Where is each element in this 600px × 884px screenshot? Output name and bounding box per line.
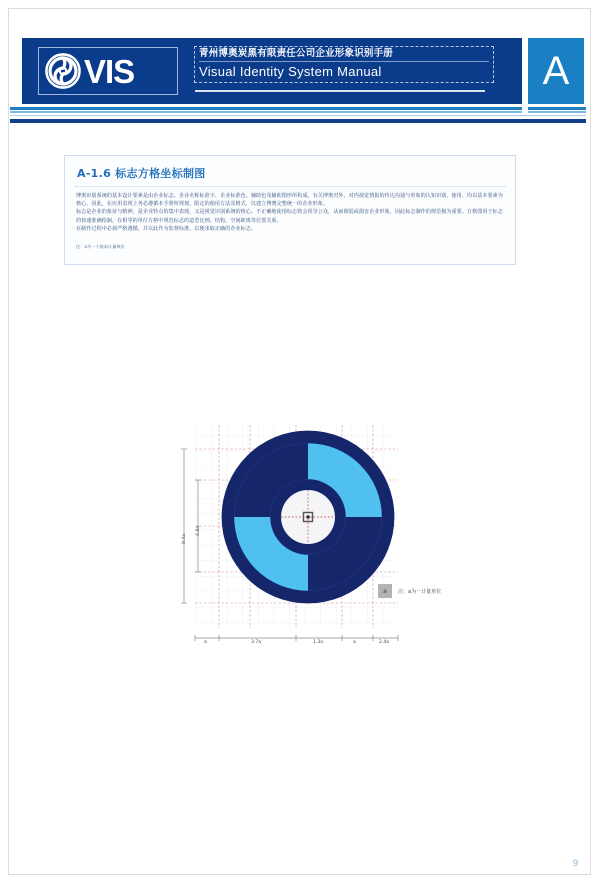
- dim-label-h-3: 1.3a: [313, 640, 324, 645]
- logo-grid-construction-diagram: [180, 420, 430, 660]
- chapter-letter: A: [542, 49, 570, 93]
- dim-label-vertical-outer: 9.4a: [182, 533, 187, 544]
- unit-note-text: 注：a为一计量单位: [398, 588, 442, 595]
- unit-legend: [378, 584, 441, 598]
- section-body-text: [76, 192, 508, 233]
- vis-badge: [38, 47, 178, 95]
- section-description-panel: [64, 155, 516, 265]
- page-number: 9: [572, 858, 578, 868]
- header-stripe-4: [10, 119, 586, 123]
- header-title-block: [194, 46, 494, 83]
- dim-label-h-4: a: [353, 640, 356, 645]
- section-paragraph: 标志是企业的象征与精神，是企业特点的集中表现，又是视觉识别系统的核心。不正确地使用标志将会误导公众，从而削弱或损害企业形象，因此标志制作的规范极为重要。方格图用于标志的快速准确绘制，在相等的单位方格中规范标志的造型比例、结构、空间距离等位置关系。: [76, 209, 503, 224]
- section-divider: [75, 186, 505, 187]
- dim-label-h-2: 3.7a: [251, 640, 262, 645]
- vis-wordmark: VIS: [84, 52, 135, 90]
- header-stripe-3: [10, 115, 586, 116]
- section-paragraph: 在制作过程中必须严格遵循，并以此作为监督标准，以便求取正确的企业标志。: [76, 225, 257, 232]
- section-heading: A-1.6 标志方格坐标制图: [77, 167, 206, 180]
- boao-logo-icon: [45, 53, 81, 89]
- header-stripe-2: [10, 111, 522, 113]
- section-paragraph: 博奥识别系统的基本设计要素是由企业标志、企业名称标准字、企业标准色、辅助色及辅助图形所构成。有关博奥对外、对内视觉情报的传达沟通与形象的认知识别、使用、均以基本要素为核心。因此，在应用表现上务必遵循本手册所规划、限定的使用方法及格式，以建立博奥完整统一的企业形象。: [76, 193, 503, 208]
- section-note: 注：a为一个基本计量单位: [76, 244, 125, 249]
- unit-swatch: a: [378, 584, 392, 598]
- title-chinese: 青州博奥炭黑有限责任公司企业形象识别手册: [199, 48, 489, 62]
- dim-label-h-5: 2.4a: [379, 640, 390, 645]
- title-underline-rule: [195, 90, 485, 92]
- dim-label-vertical-inner: 4.6a: [196, 525, 201, 536]
- page-header: [22, 38, 522, 104]
- title-english: Visual Identity System Manual: [199, 64, 382, 79]
- header-stripe-1-right: [528, 107, 586, 110]
- company-logo: [218, 427, 398, 607]
- title-dashed-frame: [194, 46, 494, 83]
- header-stripe-1: [10, 107, 522, 110]
- header-stripe-2-right: [528, 111, 586, 113]
- chapter-tab-a: [528, 38, 584, 104]
- dim-label-h-1: a: [204, 640, 207, 645]
